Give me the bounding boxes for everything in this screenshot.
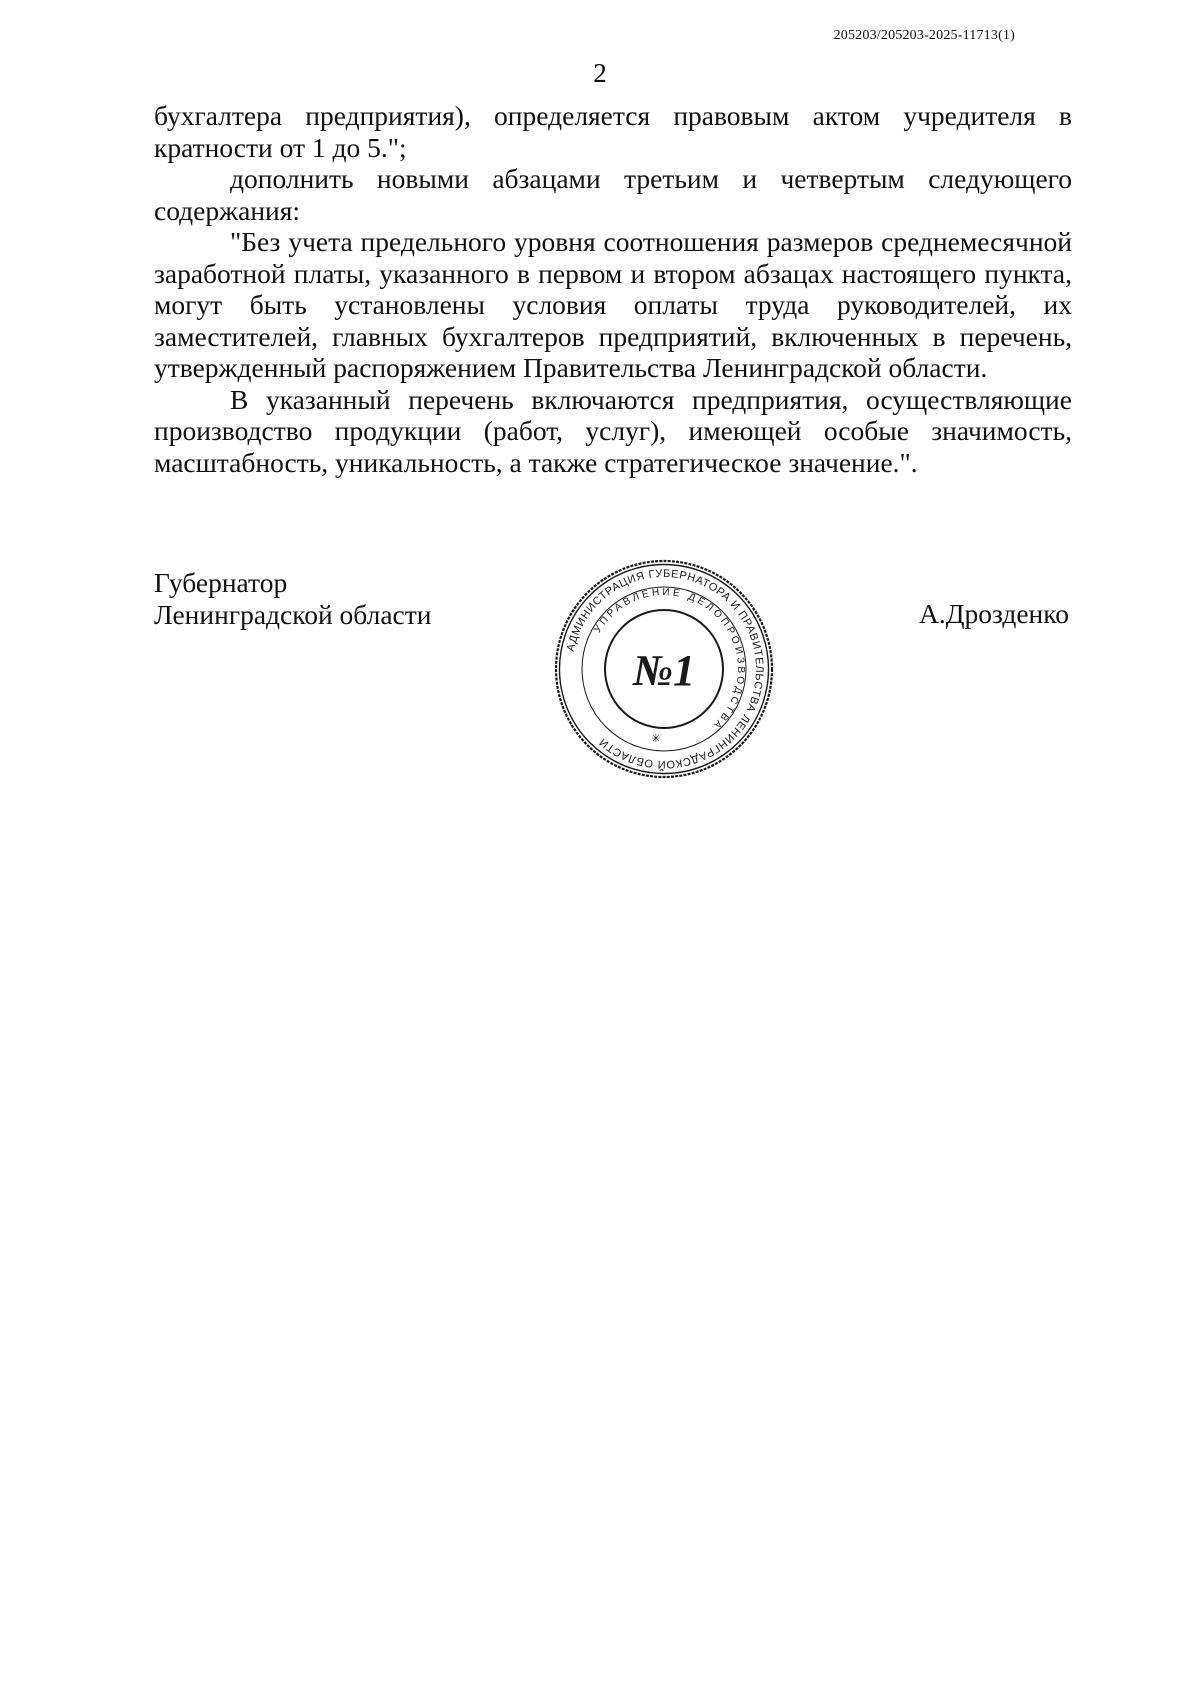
paragraph-3: "Без учета предельного уровня соотношения размеров среднемесячной заработной платы, указанного в первом и втором абзацах настоящего пункта, могут быть установлены условия оплаты труда руководителей, их заместителей, главных бухгалтеров предприятий, включенных в перечень, утвержденный распоряжением Правительства Ленинградской области.: [154, 226, 1072, 383]
signatory-name: А.Дрозденко: [919, 598, 1069, 629]
page-number: 2: [593, 58, 607, 88]
signatory-title: [154, 567, 431, 631]
document-id: 205203/205203-2025-11713(1): [833, 28, 1015, 43]
seal-star-icon: ✳: [651, 732, 661, 745]
signatory-title-line-1: Губернатор: [154, 567, 288, 598]
paragraph-1: бухгалтера предприятия), определяется правовым актом учредителя в кратности от 1 до 5.";: [154, 100, 1072, 163]
seal-graphic: [553, 558, 775, 780]
seal-inner-text: УПРАВЛЕНИЕ ДЕЛОПРОИЗВОДСТВА: [592, 586, 747, 733]
paragraph-2: дополнить новыми абзацами третьим и четвертым следующего содержания:: [154, 163, 1072, 226]
paragraph-4: В указанный перечень включаются предприятия, осуществляющие производство продукции (работ, услуг), имеющей особые значимость, масштабность, уникальность, а также стратегическое значение.".: [154, 383, 1072, 478]
official-seal: [553, 558, 775, 780]
seal-center-text: №1: [632, 646, 696, 695]
document-body: [154, 100, 1072, 478]
seal-outer-text: АДМИНИСТРАЦИЯ ГУБЕРНАТОРА И ПРАВИТЕЛЬСТВА ЛЕНИНГРАДСКОЙ ОБЛАСТИ: [564, 567, 766, 771]
signatory-title-line-2: Ленинградской области: [154, 599, 432, 630]
